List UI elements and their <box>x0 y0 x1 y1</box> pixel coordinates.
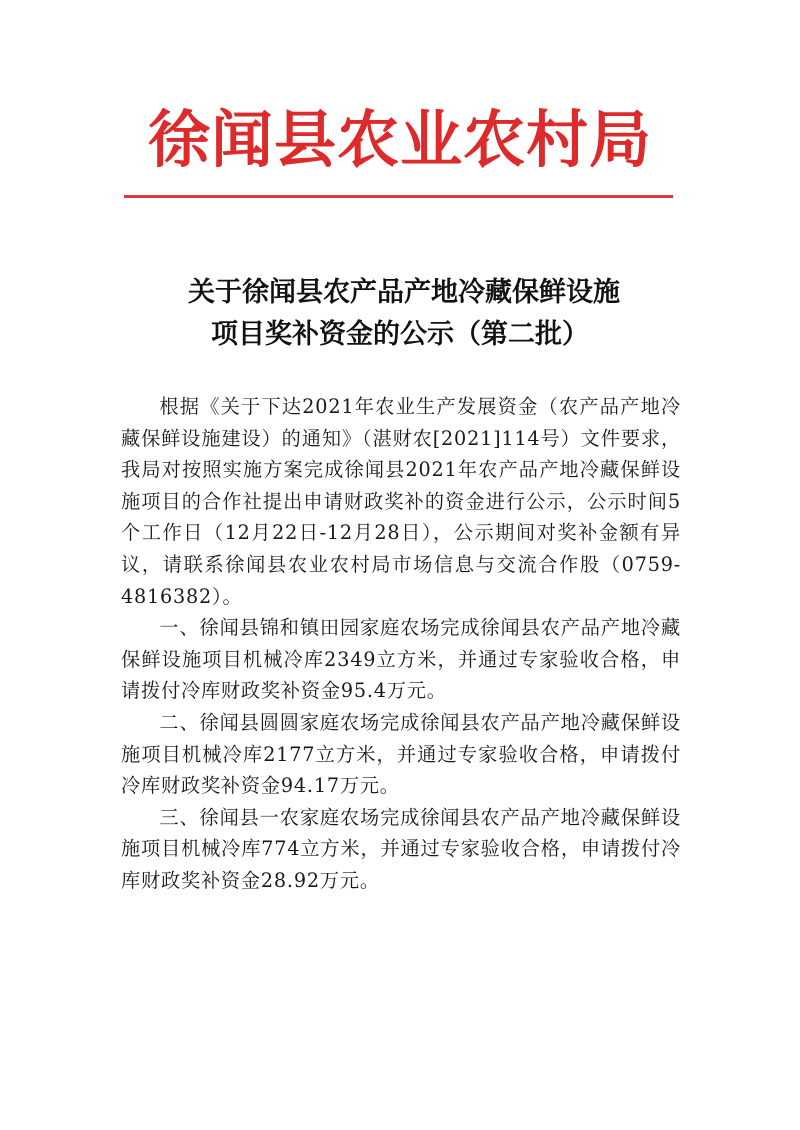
document-title <box>0 272 800 356</box>
item-paragraph-2: 二、徐闻县圆圆家庭农场完成徐闻县农产品产地冷藏保鲜设施项目机械冷库2177立方米，并通过专家验收合格，申请拨付冷库财政奖补资金94.17万元。 <box>121 710 681 798</box>
document-body <box>121 391 681 897</box>
org-header-title: 徐闻县农业农村局 <box>147 103 652 176</box>
header-red-rule <box>124 195 673 198</box>
intro-paragraph: 根据《关于下达2021年农业生产发展资金（农产品产地冷藏保鲜设施建设）的通知》（湛财农[2021]114号）文件要求，我局对按照实施方案完成徐闻县2021年农产品产地冷藏保鲜设施项目的合作社提出申请财政奖补的资金进行公示，公示时间5个工作日（12月22日-12月28日），公示期间对奖补金额有异议，请联系徐闻县农业农村局市场信息与交流合作股（0759-4816382）。 <box>121 395 681 608</box>
document-title-line1: 关于徐闻县农产品产地冷藏保鲜设施 <box>188 277 620 308</box>
item-paragraph-1: 一、徐闻县锦和镇田园家庭农场完成徐闻县农产品产地冷藏保鲜设施项目机械冷库2349立方米，并通过专家验收合格，申请拨付冷库财政奖补资金95.4万元。 <box>121 616 681 703</box>
item-paragraph-3: 三、徐闻县一农家庭农场完成徐闻县农产品产地冷藏保鲜设施项目机械冷库774立方米，并通过专家验收合格，申请拨付冷库财政奖补资金28.92万元。 <box>121 805 681 892</box>
document-title-line2: 项目奖补资金的公示（第二批） <box>211 319 589 350</box>
